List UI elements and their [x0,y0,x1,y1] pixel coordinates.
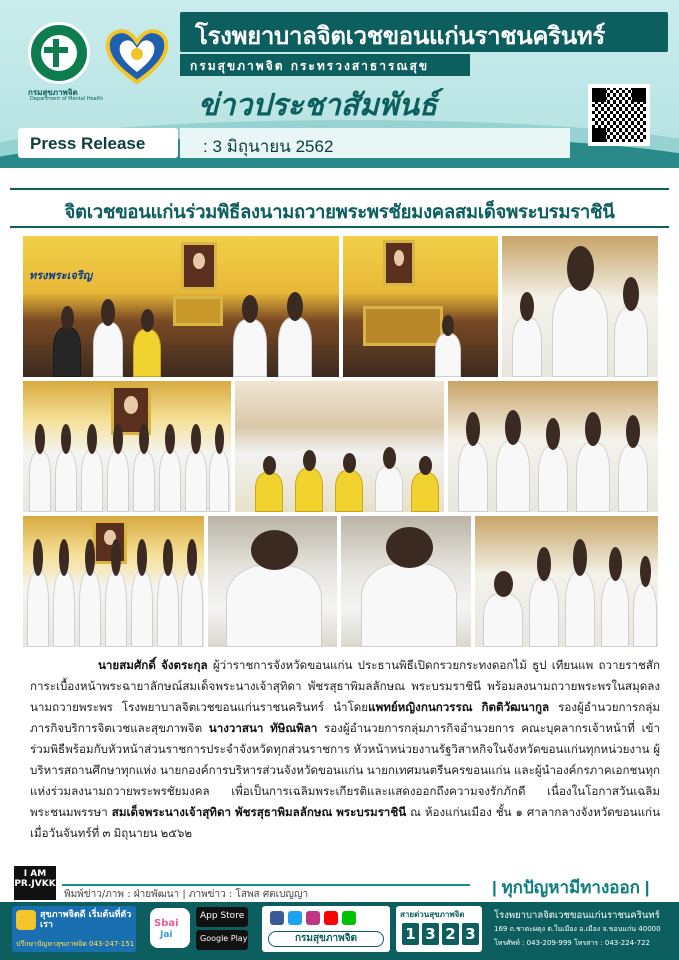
app-name: สุขภาพจิตดี เริ่มต้นที่ตัวเรา [40,910,132,930]
article-body [30,655,660,844]
social-card[interactable] [262,906,390,952]
twitter-icon[interactable] [288,911,302,925]
department-name: กรมสุขภาพจิต กระทรวงสาธารณสุข [190,59,430,73]
press-release-label: Press Release [30,134,146,153]
hotline-digit: 3 [462,923,479,945]
photo-audience-seated [474,515,659,648]
stage-sign: ทรงพระเจริญ [29,269,93,282]
photo-women-line [22,515,205,648]
photo-ceremony-stage [22,235,340,378]
logo-caption: กรมสุขภาพจิต [28,88,78,97]
section-title: ข่าวประชาสัมพันธ์ [198,89,438,122]
app-store-label: App Store [200,911,245,921]
address-name: โรงพยาบาลจิตเวชขอนแก่นราชนครินทร์ [494,910,660,921]
photo-altar [342,235,499,378]
credit-divider [62,884,470,886]
hotline-digit: 3 [422,923,439,945]
body-segment: รองผู้อำนวยการกลุ่มภารกิจอำนวยการ คณะบุคลากรเจ้าหน้าที่ เข้าร่วมพิธีพร้อมกับหัวหน้าส่วนราชการประจำจังหวัดทุกส่วนราชการ หัวหน้าหน่วยงานรัฐวิสาหกิจในจังหวัดขอนแก่นทุกหน่วยงาน ผู้บริหารสถานศึกษาทุกแห่ง นายกองค์การบริหารส่วนจังหวัดขอนแก่น นายกเทศมนตรีนครขอนแก่น และผู้นำองค์กรภาคเอกชนทุกแห่งร่วมลงนามถวายพระพรชัยมงคล เพื่อเป็นการเฉลิมพระเกียรติและแสดงออกถึงความจงรักภักดี เนื่องในโอกาสวันเฉลิมพระชนมพรรษา [30,722,660,819]
social-tag: กรมสุขภาพจิต [268,931,384,947]
hotline-number[interactable] [402,923,479,945]
qr-code[interactable] [588,84,650,146]
photo-signing-1 [207,515,338,648]
person-governor: นายสมศักดิ์ จังตระกุล [98,659,208,672]
instagram-icon[interactable] [306,911,320,925]
logo-caption-en: Department of Mental Health [30,96,104,102]
google-play-label: Google Play [200,934,248,943]
google-play-badge[interactable] [196,930,248,950]
headline-box [10,188,669,228]
person-deputy-director-1: แพทย์หญิงกนกวรรณ กิตติวัฒนากูล [368,701,550,714]
slogan: | ทุกปัญหามีทางออก | [492,878,650,897]
photo-officials-seated [501,235,659,378]
youtube-icon[interactable] [324,911,338,925]
phone-line: โทรศัพท์ : 043-209-999 โทรสาร : 043-224-722 [494,939,651,947]
hotline-digit: 1 [402,923,419,945]
headline: จิตเวชขอนแก่นร่วมพิธีลงนามถวายพระพรชัยมงคลสมเด็จพระบรมราชินี [64,201,615,222]
app-phone: ปรึกษาปัญหาสุขภาพจิต 043-247-151 [16,940,135,948]
address-line: 169 ถ.ชาตะผดุง ต.ในเมือง อ.เมือง จ.ขอนแก่น 40000 [494,925,661,933]
photo-officials-standing [447,380,659,513]
photo-staff-portrait-row [22,380,232,513]
photo-signing-2 [340,515,472,648]
social-icons [270,911,356,925]
photo-credit: พิมพ์ข่าว/ภาพ : ฝ่ายพัฒนา | ภาพข่าว : โสพส ศตเบญญา [64,889,309,900]
heart-logo [104,26,170,86]
facebook-icon[interactable] [270,911,284,925]
hotline-digit: 2 [442,923,459,945]
app-icon [16,910,36,930]
app-card[interactable] [12,906,136,952]
ministry-logo [28,22,90,84]
queen-title: สมเด็จพระนางเจ้าสุทิดา พัชรสุธาพิมลลักษณ พระบรมราชินี [111,806,407,819]
person-deputy-director-2: นางวาสนา ทัษิณพิลา [208,722,318,735]
app-store-badge[interactable] [196,907,248,927]
sabai-jai-logo[interactable]: Sbai Jai [150,908,190,948]
body-segment: ณ ห้องแก่นเมือง ชั้น ๑ ศาลากลางจังหวัดขอนแก่น เมื่อวันจันทร์ที่ ๓ มิถุนายน ๒๕๖๒ [30,806,660,840]
body-segment: ผู้ว่าราชการจังหวัดขอนแก่น ประธานพิธีเปิดกรวยกระทงดอกไม้ ธูป เทียนแพ ถวายราชสักการะเบื้องหน้าพระฉายาลักษณ์สมเด็จพระนางเจ้าสุทิดา พัชรสุธาพิมลลักษณ พระบรมราชินี พร้อมลงนามถวายพระพรในสมุดลงนามถวายพระพร โรงพยาบาลจิตเวชขอนแก่นราชนครินทร์ นำโดย [30,659,660,714]
iam-pr-badge: I AM PR.JVKK [14,866,56,900]
photo-hall-audience [234,380,445,513]
hospital-name: โรงพยาบาลจิตเวชขอนแก่นราชนครินทร์ [195,23,605,50]
line-icon[interactable] [342,911,356,925]
body-segment: รองผู้อำนวยการกลุ่มภารกิจบริการจิตเวชและสุขภาพจิต [30,701,661,735]
hotline-label: สายด่วนสุขภาพจิต [400,910,465,919]
press-date: : 3 มิถุนายน 2562 [203,137,334,156]
